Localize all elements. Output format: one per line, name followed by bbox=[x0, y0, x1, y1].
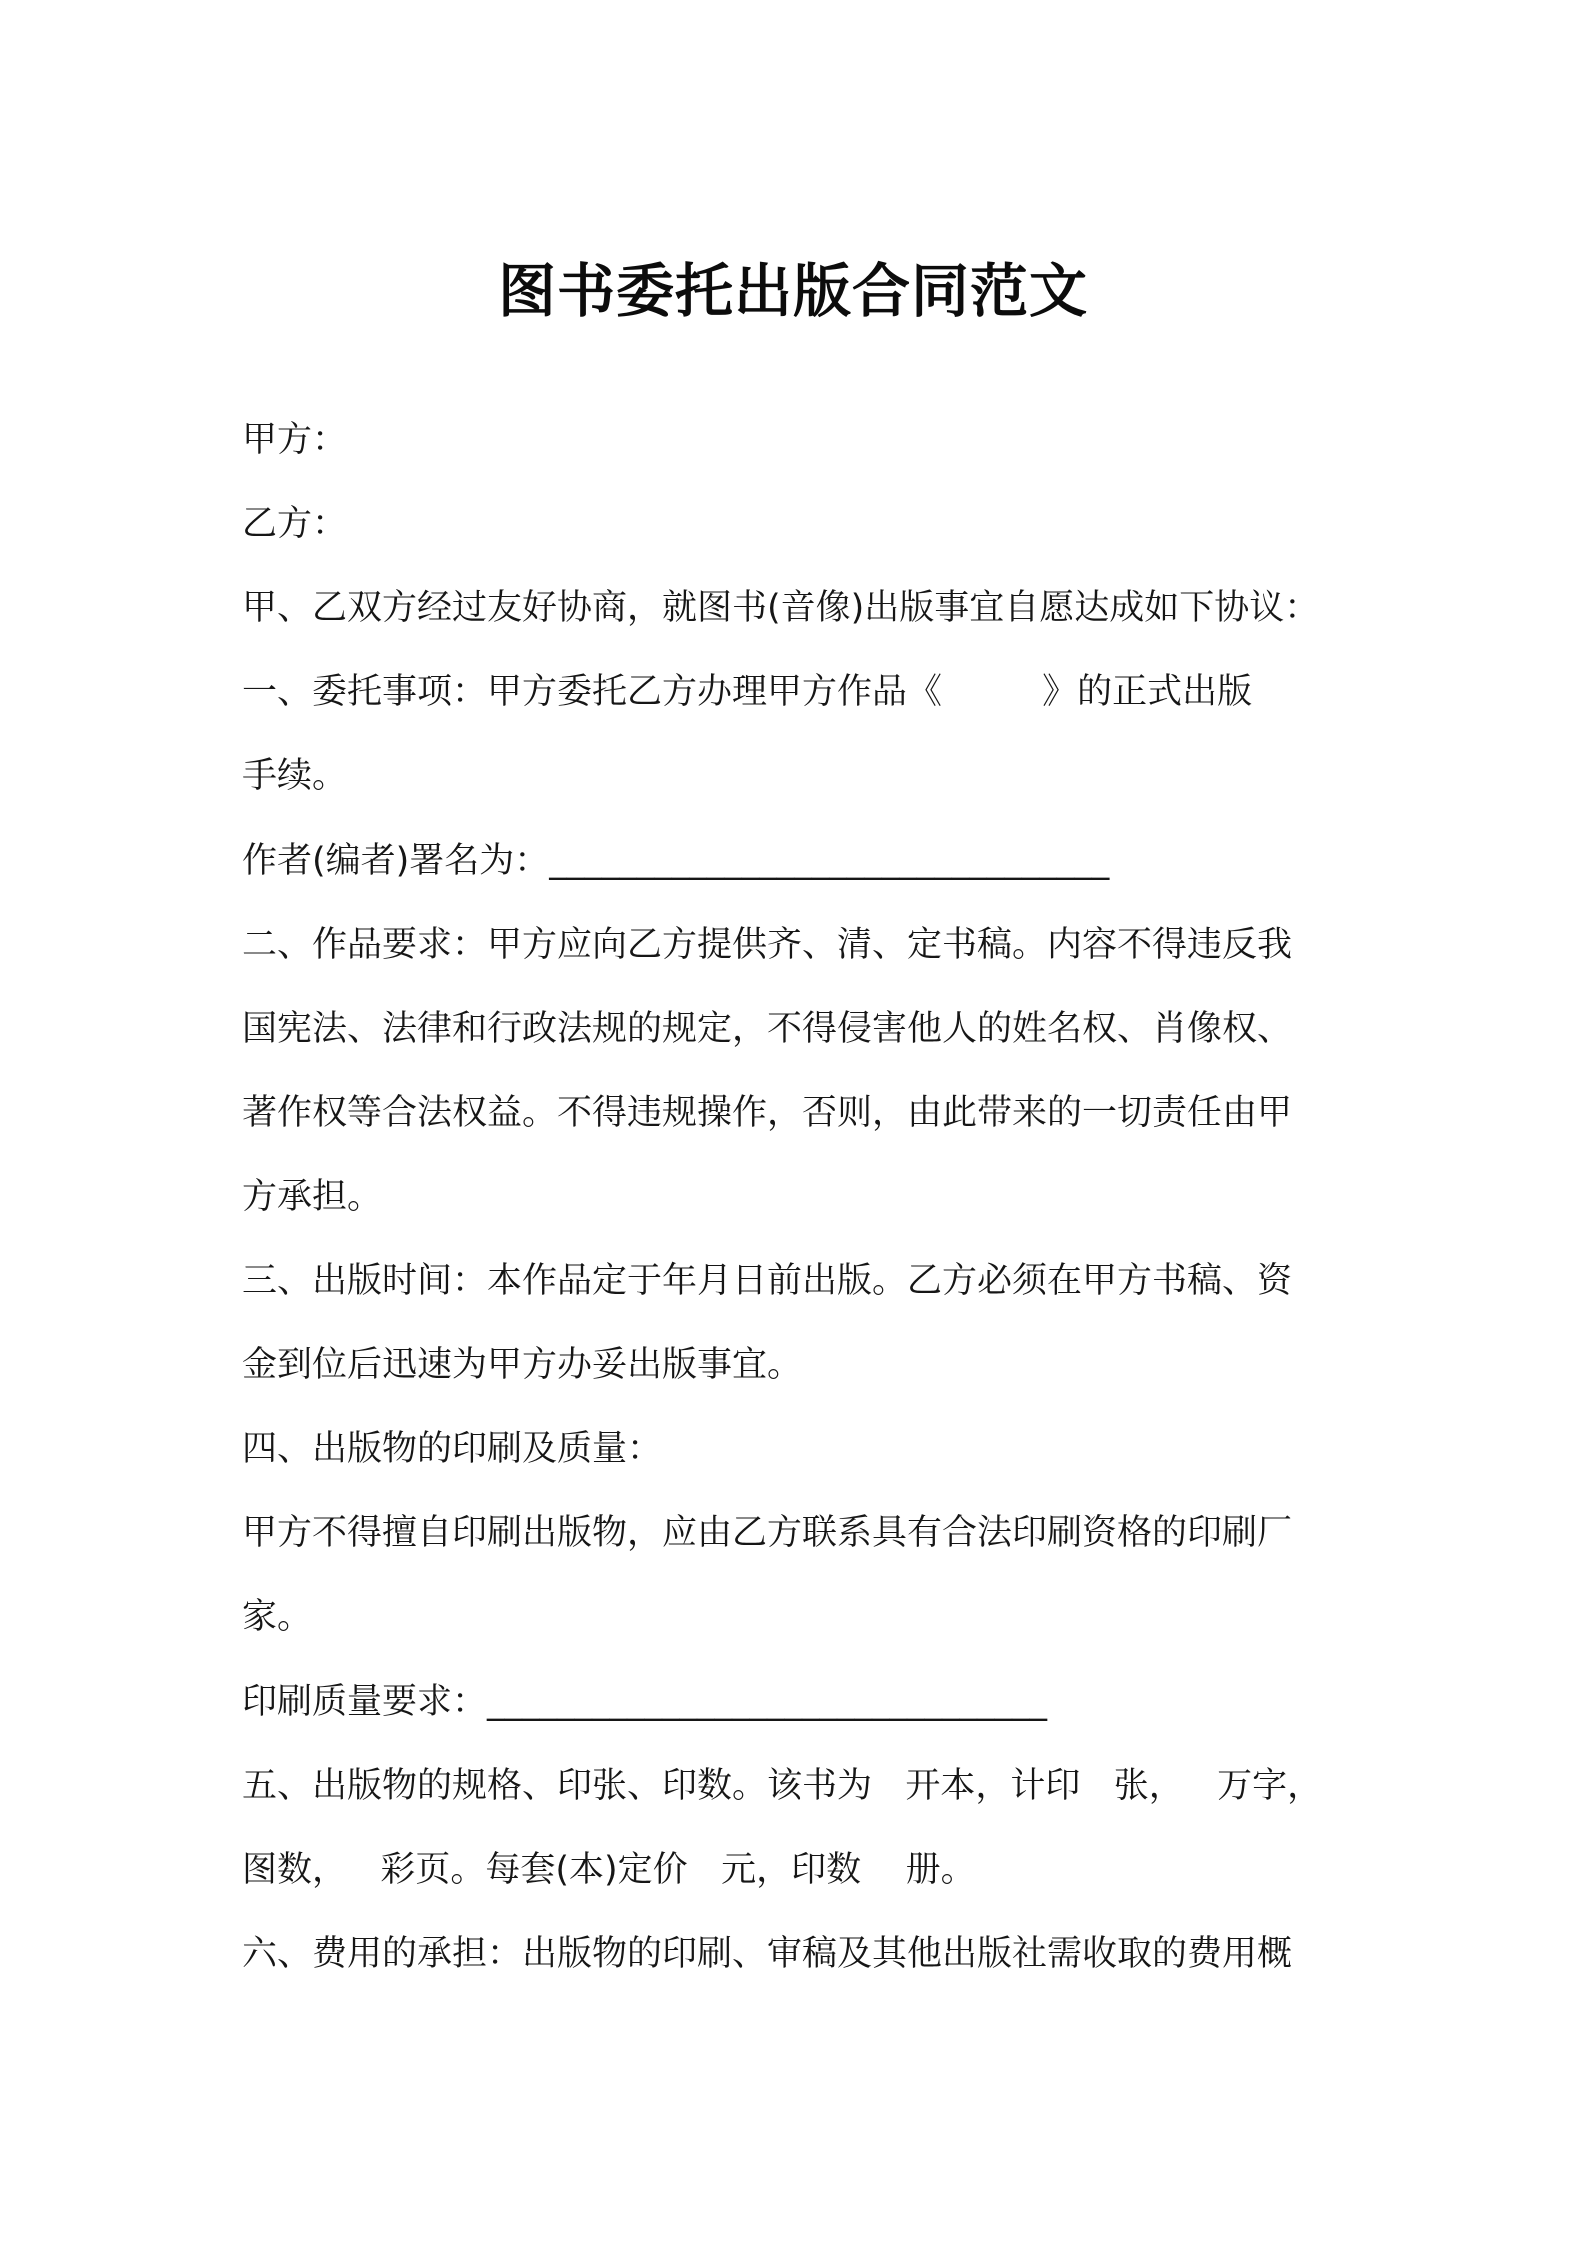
print-quality-line: 印刷质量要求：________________________________ bbox=[242, 1682, 1048, 1722]
clause-3-line-1: 三、出版时间：本作品定于年月日前出版。乙方必须在甲方书稿、资 bbox=[242, 1261, 1293, 1301]
clause-5-line-2: 图数， 彩页。每套(本)定价 元，印数 册。 bbox=[242, 1850, 976, 1890]
clause-4-line-2: 家。 bbox=[242, 1597, 313, 1637]
author-signature-line: 作者(编者)署名为：________________________________ bbox=[242, 841, 1110, 881]
party-a-line: 甲方： bbox=[242, 420, 348, 460]
clause-1-line-1: 一、委托事项：甲方委托乙方办理甲方作品《 》的正式出版 bbox=[242, 672, 1253, 712]
clause-2-line-3: 著作权等合法权益。不得违规操作，否则，由此带来的一切责任由甲 bbox=[242, 1093, 1293, 1133]
clause-5-line-1: 五、出版物的规格、印张、印数。该书为 开本，计印 张， 万字， bbox=[242, 1766, 1323, 1806]
preamble-line: 甲、乙双方经过友好协商，就图书(音像)出版事宜自愿达成如下协议： bbox=[242, 588, 1320, 628]
clause-3-line-2: 金到位后迅速为甲方办妥出版事宜。 bbox=[242, 1345, 803, 1385]
clause-1-line-2: 手续。 bbox=[242, 756, 348, 796]
page-title: 图书委托出版合同范文 bbox=[497, 256, 1088, 325]
party-b-line: 乙方： bbox=[242, 504, 348, 544]
clause-2-line-2: 国宪法、法律和行政法规的规定，不得侵害他人的姓名权、肖像权、 bbox=[242, 1009, 1293, 1049]
clause-4-line-1: 甲方不得擅自印刷出版物，应由乙方联系具有合法印刷资格的印刷厂 bbox=[242, 1513, 1293, 1553]
clause-6-line-1: 六、费用的承担：出版物的印刷、审稿及其他出版社需收取的费用概 bbox=[242, 1934, 1293, 1974]
clause-2-line-1: 二、作品要求：甲方应向乙方提供齐、清、定书稿。内容不得违反我 bbox=[242, 925, 1293, 965]
clause-2-line-4: 方承担。 bbox=[242, 1177, 383, 1217]
clause-4-heading: 四、出版物的印刷及质量： bbox=[242, 1429, 663, 1469]
